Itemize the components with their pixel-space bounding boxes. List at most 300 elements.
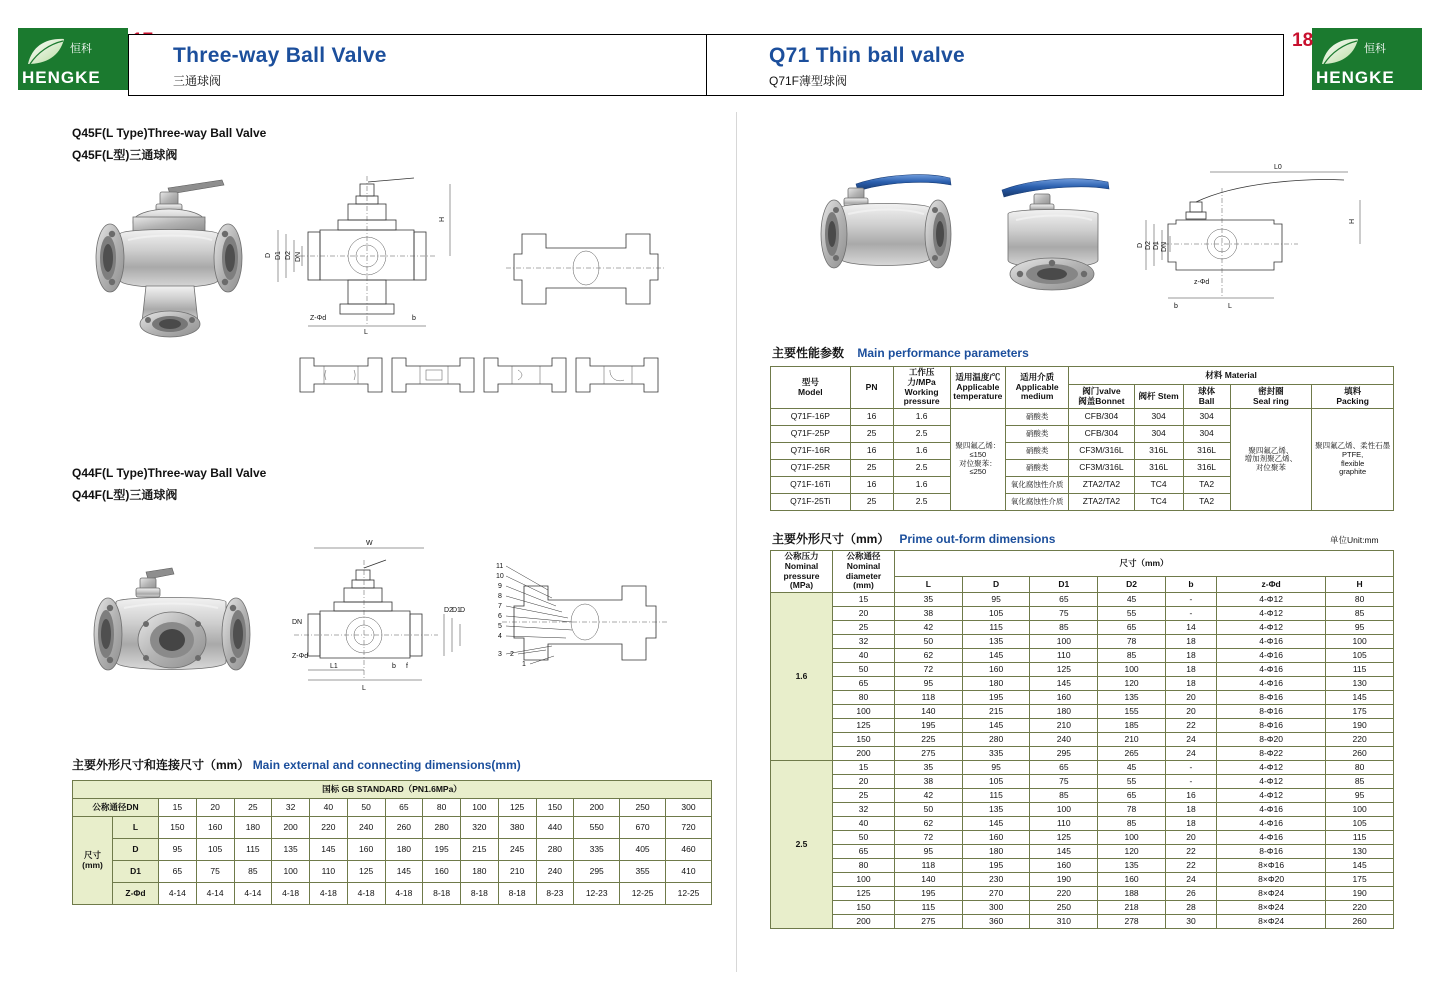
cell-wp: 2.5 <box>893 460 950 477</box>
cell-d: 180 <box>962 845 1030 859</box>
cell-dn: 80 <box>833 859 895 873</box>
cell-d1: 210 <box>1030 719 1098 733</box>
cell: 180 <box>461 861 499 883</box>
cell-d2: 78 <box>1098 635 1166 649</box>
cell: 8-23 <box>536 883 574 905</box>
cell: 240 <box>536 861 574 883</box>
cell: 160 <box>423 861 461 883</box>
cell: 8-18 <box>498 883 536 905</box>
table-row <box>771 831 1394 845</box>
cell-medium: 硝酸类 <box>1005 460 1068 477</box>
cell-dn: 150 <box>833 733 895 747</box>
th-size-group: 尺寸（mm） <box>895 551 1394 577</box>
cell: 4-18 <box>272 883 310 905</box>
cell: 160 <box>196 817 234 839</box>
cell-model: Q71F-25R <box>771 460 851 477</box>
cell: 95 <box>159 839 197 861</box>
cell-ball: 316L <box>1183 443 1230 460</box>
svg-text:D2: D2 <box>1145 241 1152 250</box>
table-row <box>771 691 1394 705</box>
svg-text:9: 9 <box>498 583 502 590</box>
cell: 280 <box>536 839 574 861</box>
cell-l: 42 <box>895 789 963 803</box>
cell-dn: 200 <box>833 915 895 929</box>
svg-text:11: 11 <box>496 563 504 570</box>
table-row <box>73 861 712 883</box>
table-row <box>771 635 1394 649</box>
dn-value: 150 <box>536 799 574 817</box>
dn-value: 300 <box>666 799 712 817</box>
svg-text:DN: DN <box>295 251 302 262</box>
photo-q44f-three-way-valve <box>76 566 266 706</box>
svg-text:L: L <box>364 329 368 336</box>
cell-l: 62 <box>895 649 963 663</box>
logo-left <box>18 28 128 90</box>
cell-b: 28 <box>1165 901 1216 915</box>
table-row <box>771 593 1394 607</box>
cell-d1: 250 <box>1030 901 1098 915</box>
cell-d: 105 <box>962 607 1030 621</box>
cell: 260 <box>385 817 423 839</box>
logo-en-right: HENGKE <box>1316 68 1395 87</box>
cell-ball: 316L <box>1183 460 1230 477</box>
cell-h: 115 <box>1326 831 1394 845</box>
photo-q71f-thin-ball-valve-b <box>972 170 1132 310</box>
cell-model: Q71F-25P <box>771 426 851 443</box>
drawing-q45f-side-view <box>506 214 666 324</box>
cell-d: 230 <box>962 873 1030 887</box>
cell-zd: 4-Φ12 <box>1217 607 1326 621</box>
svg-text:DN: DN <box>292 619 303 626</box>
cell-b: 18 <box>1165 635 1216 649</box>
cell-h: 105 <box>1326 817 1394 831</box>
table-row <box>771 663 1394 677</box>
fig1-title-en: Q45F(L Type)Three-way Ball Valve <box>72 126 267 140</box>
cell-l: 118 <box>895 859 963 873</box>
cell-d1: 110 <box>1030 649 1098 663</box>
cell: 75 <box>196 861 234 883</box>
svg-text:L: L <box>362 685 366 692</box>
cell-stem: 304 <box>1134 409 1183 426</box>
page-number-right: 18 <box>1292 30 1314 51</box>
svg-text:H: H <box>439 216 446 222</box>
cell-d2: 185 <box>1098 719 1166 733</box>
cell-medium: 硝酸类 <box>1005 443 1068 460</box>
cell-h: 175 <box>1326 873 1394 887</box>
cell: 4-18 <box>385 883 423 905</box>
cell-b: 16 <box>1165 789 1216 803</box>
cell: 85 <box>234 861 272 883</box>
cell-model: Q71F-16P <box>771 409 851 426</box>
cell-l: 275 <box>895 915 963 929</box>
logo-en-left: HENGKE <box>22 68 101 87</box>
cell-zd: 4-Φ12 <box>1217 761 1326 775</box>
cell-d2: 155 <box>1098 705 1166 719</box>
dn-value: 20 <box>196 799 234 817</box>
cell-ball: TA2 <box>1183 477 1230 494</box>
dn-value: 65 <box>385 799 423 817</box>
cell-d1: 100 <box>1030 803 1098 817</box>
cell-d1: 65 <box>1030 761 1098 775</box>
cell-d1: 190 <box>1030 873 1098 887</box>
table-row <box>771 803 1394 817</box>
th-packing: 填料 Packing <box>1312 385 1394 409</box>
photo-q45f-three-way-valve <box>72 162 262 340</box>
dn-value: 50 <box>347 799 385 817</box>
cell: 720 <box>666 817 712 839</box>
cell-d: 95 <box>962 761 1030 775</box>
cell-dn: 200 <box>833 747 895 761</box>
cell-packing: 聚四氟乙烯、柔性石墨 PTFE, flexible graphite <box>1312 409 1394 511</box>
cell-wp: 1.6 <box>893 443 950 460</box>
cell-b: - <box>1165 775 1216 789</box>
cell-dn: 20 <box>833 775 895 789</box>
th-d: D <box>962 577 1030 593</box>
th-working-pressure: 工作压力/MPa Working pressure <box>893 367 950 409</box>
cell-dn: 100 <box>833 705 895 719</box>
th-nominal-diameter: 公称通径 Nominal diameter (mm) <box>833 551 895 593</box>
cell-dn: 100 <box>833 873 895 887</box>
cell-l: 42 <box>895 621 963 635</box>
cell-pn: 25 <box>850 426 893 443</box>
cell-d: 115 <box>962 789 1030 803</box>
cell: 280 <box>423 817 461 839</box>
cell-d2: 120 <box>1098 845 1166 859</box>
cell-temperature: 聚四氟乙烯：≤150 对位聚苯：≤250 <box>950 409 1005 511</box>
cell-d1: 75 <box>1030 775 1098 789</box>
svg-text:1: 1 <box>522 661 526 668</box>
cell-l: 140 <box>895 873 963 887</box>
cell-b: 20 <box>1165 831 1216 845</box>
cell-l: 195 <box>895 719 963 733</box>
cell-zd: 8×Φ16 <box>1217 859 1326 873</box>
perf-table-wrap <box>770 366 1394 511</box>
svg-text:D1: D1 <box>452 607 461 614</box>
dims-title-cn: 主要外形尺寸（mm） <box>772 532 890 546</box>
cell-b: 20 <box>1165 705 1216 719</box>
table-row <box>771 817 1394 831</box>
svg-text:D: D <box>1137 242 1144 248</box>
cell-l: 72 <box>895 831 963 845</box>
cell-d2: 85 <box>1098 649 1166 663</box>
cell-dn: 150 <box>833 901 895 915</box>
cell: 145 <box>385 861 423 883</box>
cell: 200 <box>272 817 310 839</box>
cell-bonnet: ZTA2/TA2 <box>1069 494 1134 511</box>
prime-out-form-dimensions-table <box>770 550 1394 929</box>
cell-h: 190 <box>1326 887 1394 901</box>
svg-text:z-Φd: z-Φd <box>1194 279 1210 286</box>
cell-l: 275 <box>895 747 963 761</box>
cell-h: 80 <box>1326 761 1394 775</box>
cell-dn: 40 <box>833 649 895 663</box>
fig2-title-en: Q44F(L Type)Three-way Ball Valve <box>72 466 267 480</box>
cell-d2: 135 <box>1098 691 1166 705</box>
table-row <box>771 677 1394 691</box>
cell-b: 24 <box>1165 733 1216 747</box>
svg-text:Z-Φd: Z-Φd <box>292 653 309 660</box>
table-row <box>771 915 1394 929</box>
perf-title-en: Main performance parameters <box>857 346 1029 360</box>
table-row <box>771 873 1394 887</box>
title-divider <box>706 35 707 95</box>
cell-h: 85 <box>1326 775 1394 789</box>
left-table-title-cn: 主要外形尺寸和连接尺寸（mm） <box>72 758 250 772</box>
cell: 245 <box>498 839 536 861</box>
right-title-cn: Q71F薄型球阀 <box>769 74 848 88</box>
cell-wp: 2.5 <box>893 426 950 443</box>
cell-zd: 8-Φ16 <box>1217 691 1326 705</box>
dn-value: 40 <box>310 799 348 817</box>
drawing-q44f-section-callouts <box>496 560 672 690</box>
dn-value: 25 <box>234 799 272 817</box>
svg-text:D1: D1 <box>1153 241 1160 250</box>
cell-zd: 8×Φ24 <box>1217 915 1326 929</box>
cell: 105 <box>196 839 234 861</box>
table-row <box>771 719 1394 733</box>
table-row <box>771 887 1394 901</box>
th-stem: 阀杆 Stem <box>1134 385 1183 409</box>
cell-d: 115 <box>962 621 1030 635</box>
cell-medium: 氧化腐蚀性介质 <box>1005 494 1068 511</box>
dn-value: 32 <box>272 799 310 817</box>
left-title-en: Three-way Ball Valve <box>173 44 387 67</box>
cell-dn: 125 <box>833 887 895 901</box>
table-row <box>771 607 1394 621</box>
table-row <box>73 839 712 861</box>
cell: 150 <box>159 817 197 839</box>
cell-d1: 310 <box>1030 915 1098 929</box>
fig1-title-cn: Q45F(L型)三通球阀 <box>72 148 178 162</box>
cell-dn: 50 <box>833 831 895 845</box>
cell-dn: 32 <box>833 635 895 649</box>
svg-text:6: 6 <box>498 613 502 620</box>
cell-h: 100 <box>1326 803 1394 817</box>
cell-d1: 220 <box>1030 887 1098 901</box>
cell-b: 24 <box>1165 747 1216 761</box>
table-row <box>771 845 1394 859</box>
cell: 8-18 <box>423 883 461 905</box>
cell-d1: 125 <box>1030 663 1098 677</box>
logo-cn-right: 恒科 <box>1364 43 1386 55</box>
cell-d2: 278 <box>1098 915 1166 929</box>
cell-pn: 16 <box>850 409 893 426</box>
main-external-connecting-dimensions-table <box>72 780 712 905</box>
cell-bonnet: CFB/304 <box>1069 409 1134 426</box>
cell-pn: 16 <box>850 477 893 494</box>
cell: 4-18 <box>310 883 348 905</box>
dims-title <box>772 530 1055 547</box>
cell-b: 14 <box>1165 621 1216 635</box>
cell-h: 145 <box>1326 691 1394 705</box>
svg-text:D: D <box>460 607 466 614</box>
table-row <box>771 789 1394 803</box>
th-h: H <box>1326 577 1394 593</box>
cell-d: 300 <box>962 901 1030 915</box>
fig2-title-cn: Q44F(L型)三通球阀 <box>72 488 178 502</box>
drawing-q71f-section-view <box>1137 158 1378 324</box>
cell: 145 <box>310 839 348 861</box>
cell-stem: 304 <box>1134 426 1183 443</box>
cell-zd: 4-Φ16 <box>1217 803 1326 817</box>
cell-b: - <box>1165 761 1216 775</box>
footer-spacer <box>0 972 1440 984</box>
svg-text:D2: D2 <box>285 251 292 260</box>
cell-dn: 32 <box>833 803 895 817</box>
cell-l: 50 <box>895 803 963 817</box>
row-name: D1 <box>113 861 159 883</box>
cell: 410 <box>666 861 712 883</box>
table-row <box>771 621 1394 635</box>
cell-d2: 65 <box>1098 621 1166 635</box>
cell: 460 <box>666 839 712 861</box>
cell-d: 95 <box>962 593 1030 607</box>
logo-cn-left: 恒科 <box>70 43 92 55</box>
cell: 195 <box>423 839 461 861</box>
cell-bonnet: CF3M/316L <box>1069 443 1134 460</box>
cell-b: 22 <box>1165 719 1216 733</box>
cell-l: 38 <box>895 775 963 789</box>
th-ball: 球体 Ball <box>1183 385 1230 409</box>
cell: 335 <box>574 839 620 861</box>
cell: 320 <box>461 817 499 839</box>
cell-l: 38 <box>895 607 963 621</box>
cell-d1: 65 <box>1030 593 1098 607</box>
photo-q71f-thin-ball-valve-a <box>800 170 972 310</box>
cell: 295 <box>574 861 620 883</box>
cell-dn: 80 <box>833 691 895 705</box>
th-applicable-temperature: 适用温度/℃ Applicable temperature <box>950 367 1005 409</box>
svg-text:f: f <box>406 663 408 670</box>
leaf-icon <box>26 38 66 66</box>
perf-title <box>772 344 1029 361</box>
row-name: D <box>113 839 159 861</box>
svg-text:b: b <box>412 315 416 322</box>
cell: 240 <box>347 817 385 839</box>
logo-right <box>1312 28 1422 90</box>
cell-model: Q71F-25Ti <box>771 494 851 511</box>
cell-d1: 295 <box>1030 747 1098 761</box>
cell-h: 85 <box>1326 607 1394 621</box>
cell-h: 130 <box>1326 845 1394 859</box>
cell-d2: 100 <box>1098 831 1166 845</box>
cell-zd: 8-Φ16 <box>1217 719 1326 733</box>
cell: 125 <box>347 861 385 883</box>
cell-l: 140 <box>895 705 963 719</box>
svg-text:5: 5 <box>498 623 502 630</box>
cell-l: 95 <box>895 845 963 859</box>
cell-d: 270 <box>962 887 1030 901</box>
cell: 220 <box>310 817 348 839</box>
cell-wp: 2.5 <box>893 494 950 511</box>
cell-l: 195 <box>895 887 963 901</box>
cell-d2: 55 <box>1098 775 1166 789</box>
cell-ball: 304 <box>1183 409 1230 426</box>
dn-value: 200 <box>574 799 620 817</box>
svg-text:D1: D1 <box>275 251 282 260</box>
right-title-en: Q71 Thin ball valve <box>769 44 965 67</box>
cell-d1: 85 <box>1030 789 1098 803</box>
cell-d1: 240 <box>1030 733 1098 747</box>
page-header <box>0 0 1440 112</box>
cell: 12-23 <box>574 883 620 905</box>
th-b: b <box>1165 577 1216 593</box>
cell-h: 95 <box>1326 789 1394 803</box>
dn-value: 125 <box>498 799 536 817</box>
cell-dn: 65 <box>833 845 895 859</box>
cell: 670 <box>620 817 666 839</box>
drawing-q44f-front-view <box>268 540 488 700</box>
cell-dn: 25 <box>833 789 895 803</box>
cell-pn: 25 <box>850 494 893 511</box>
th-bonnet: 阀门valve 阀盖Bonnet <box>1069 385 1134 409</box>
svg-text:D: D <box>265 252 272 258</box>
table-row <box>73 883 712 905</box>
svg-text:L0: L0 <box>1274 164 1282 171</box>
cell: 160 <box>347 839 385 861</box>
svg-text:b: b <box>392 663 396 670</box>
column-divider <box>736 112 737 972</box>
cell-zd: 8×Φ24 <box>1217 887 1326 901</box>
cell-d2: 85 <box>1098 817 1166 831</box>
cell-d2: 160 <box>1098 873 1166 887</box>
cell-d: 135 <box>962 635 1030 649</box>
cell-l: 35 <box>895 593 963 607</box>
cell-zd: 8-Φ20 <box>1217 733 1326 747</box>
cell-d2: 120 <box>1098 677 1166 691</box>
cell-zd: 8×Φ24 <box>1217 901 1326 915</box>
svg-text:L1: L1 <box>330 663 338 670</box>
cell-l: 118 <box>895 691 963 705</box>
svg-text:Z-Φd: Z-Φd <box>310 315 327 322</box>
svg-text:2: 2 <box>510 651 514 658</box>
th-material-group: 材料 Material <box>1069 367 1394 385</box>
cell-zd: 8-Φ16 <box>1217 845 1326 859</box>
cell: 8-18 <box>461 883 499 905</box>
cell-bonnet: CF3M/316L <box>1069 460 1134 477</box>
svg-text:DN: DN <box>1161 241 1168 252</box>
svg-text:H: H <box>1349 218 1356 224</box>
perf-title-cn: 主要性能参数 <box>772 346 845 360</box>
cell-d: 335 <box>962 747 1030 761</box>
cell-d: 360 <box>962 915 1030 929</box>
standard-row: 国标 GB STANDARD（PN1.6MPa） <box>73 781 712 799</box>
cell-d2: 210 <box>1098 733 1166 747</box>
cell-d2: 135 <box>1098 859 1166 873</box>
cell-h: 220 <box>1326 733 1394 747</box>
cell-h: 95 <box>1326 621 1394 635</box>
cell: 180 <box>234 817 272 839</box>
svg-text:L: L <box>1228 303 1232 310</box>
cell-h: 145 <box>1326 859 1394 873</box>
dims-title-en: Prime out-form dimensions <box>899 532 1056 546</box>
cell-ball: TA2 <box>1183 494 1230 511</box>
cell-stem: 316L <box>1134 443 1183 460</box>
cell-l: 62 <box>895 817 963 831</box>
cell-d: 145 <box>962 817 1030 831</box>
cell-medium: 硝酸类 <box>1005 409 1068 426</box>
cell-d1: 125 <box>1030 831 1098 845</box>
cell-dn: 15 <box>833 593 895 607</box>
cell-d: 215 <box>962 705 1030 719</box>
dn-value: 250 <box>620 799 666 817</box>
cell-h: 260 <box>1326 747 1394 761</box>
svg-text:b: b <box>1174 303 1178 310</box>
table-row <box>73 817 712 839</box>
cell-dn: 25 <box>833 621 895 635</box>
table-row <box>771 859 1394 873</box>
svg-text:D2: D2 <box>444 607 453 614</box>
